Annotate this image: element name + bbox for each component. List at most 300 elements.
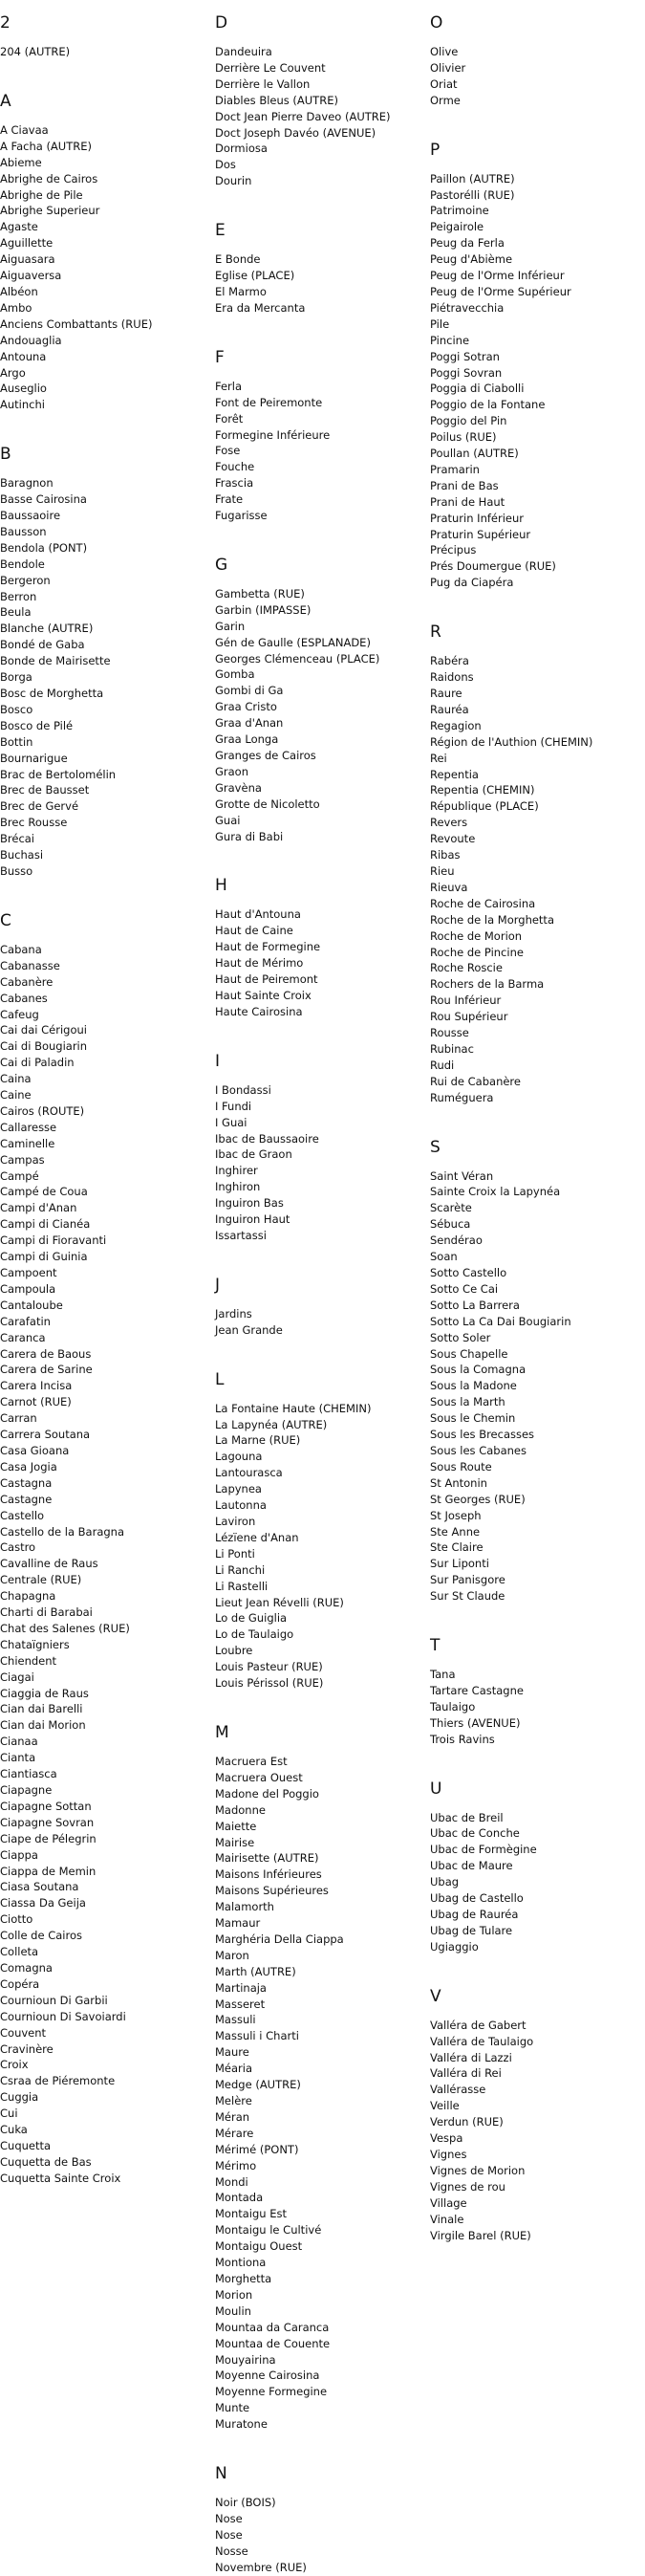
place-link[interactable]: Inguiron Bas bbox=[215, 1196, 284, 1211]
place-link[interactable]: Rabéra bbox=[430, 654, 469, 668]
place-link[interactable]: Vignes de rou bbox=[430, 2179, 505, 2194]
place-link[interactable]: Raure bbox=[430, 687, 462, 700]
place-link[interactable]: Praturin Inférieur bbox=[430, 511, 524, 525]
place-link[interactable]: Cavalline de Raus bbox=[0, 1557, 98, 1571]
place-link[interactable]: Sotto Ce Cai bbox=[430, 1281, 499, 1296]
place-link[interactable]: Macruera Est bbox=[215, 1754, 288, 1768]
place-link[interactable]: Poggi Sotran bbox=[430, 349, 500, 363]
place-link[interactable]: Cuggia bbox=[0, 2090, 39, 2105]
place-link[interactable]: Pincine bbox=[430, 333, 470, 347]
place-link[interactable]: Morghetta bbox=[215, 2271, 272, 2285]
place-link[interactable]: Sur Panisgore bbox=[430, 1573, 505, 1587]
place-link[interactable]: Era da Mercanta bbox=[215, 300, 306, 315]
place-link[interactable]: Madone del Poggio bbox=[215, 1786, 319, 1801]
place-link[interactable]: El Marmo bbox=[215, 284, 267, 298]
place-link[interactable]: Caranca bbox=[0, 1330, 46, 1344]
place-link[interactable]: Caina bbox=[0, 1072, 32, 1086]
place-link[interactable]: Cui bbox=[0, 2107, 18, 2121]
place-link[interactable]: Fose bbox=[215, 444, 241, 458]
place-link[interactable]: Poggio de la Fontane bbox=[430, 398, 546, 412]
place-link[interactable]: Borga bbox=[0, 670, 32, 685]
place-link[interactable]: Marghéria Della Ciappa bbox=[215, 1932, 344, 1946]
place-link[interactable]: Auseglio bbox=[0, 382, 47, 396]
place-link[interactable]: Peug d'Abième bbox=[430, 252, 513, 267]
place-link[interactable]: Cournioun Di Garbii bbox=[0, 1993, 108, 2007]
place-link[interactable]: Madonne bbox=[215, 1802, 266, 1817]
place-link[interactable]: Cian dai Barelli bbox=[0, 1702, 83, 1716]
place-link[interactable]: Caine bbox=[0, 1088, 32, 1102]
place-link[interactable]: Forêt bbox=[215, 411, 244, 426]
place-link[interactable]: Pastorélli (RUE) bbox=[430, 187, 515, 202]
place-link[interactable]: Gravèna bbox=[215, 780, 262, 795]
place-link[interactable]: Campi di Fioravanti bbox=[0, 1233, 107, 1248]
place-link[interactable]: Castello bbox=[0, 1508, 45, 1522]
place-link[interactable]: Sur St Claude bbox=[430, 1589, 505, 1604]
place-link[interactable]: Li Rastelli bbox=[215, 1579, 269, 1593]
place-link[interactable]: Gambetta (RUE) bbox=[215, 586, 305, 600]
place-link[interactable]: Ste Anne bbox=[430, 1524, 481, 1539]
place-link[interactable]: Haut d'Antouna bbox=[215, 907, 301, 922]
place-link[interactable]: Eglise (PLACE) bbox=[215, 269, 295, 283]
place-link[interactable]: Charti di Barabai bbox=[0, 1605, 93, 1620]
place-link[interactable]: Fouche bbox=[215, 460, 255, 474]
place-link[interactable]: Ibac de Baussaoire bbox=[215, 1131, 319, 1146]
place-link[interactable]: Rubinac bbox=[430, 1041, 474, 1056]
place-link[interactable]: Masseret bbox=[215, 1997, 266, 2011]
place-link[interactable]: Sotto La Barrera bbox=[430, 1298, 520, 1312]
place-link[interactable]: Précipus bbox=[430, 543, 477, 557]
place-link[interactable]: Campé de Coua bbox=[0, 1185, 88, 1199]
place-link[interactable]: Abrighe Superieur bbox=[0, 204, 100, 218]
place-link[interactable]: Ciapagne bbox=[0, 1783, 53, 1797]
place-link[interactable]: Bosc de Morghetta bbox=[0, 687, 104, 700]
place-link[interactable]: Moyenne Cairosina bbox=[215, 2369, 320, 2383]
place-link[interactable]: Taulaigo bbox=[430, 1699, 476, 1714]
place-link[interactable]: Massuli bbox=[215, 2013, 256, 2027]
place-link[interactable]: Ambo bbox=[0, 300, 32, 315]
place-link[interactable]: Aiguasara bbox=[0, 252, 55, 267]
place-link[interactable]: Vespa bbox=[430, 2131, 463, 2146]
place-link[interactable]: Bournarigue bbox=[0, 751, 68, 765]
place-link[interactable]: Rochers de la Barma bbox=[430, 977, 545, 992]
place-link[interactable]: Cianaa bbox=[0, 1735, 38, 1749]
place-link[interactable]: Andouaglia bbox=[0, 333, 62, 347]
place-link[interactable]: Copéra bbox=[0, 1976, 40, 1991]
place-link[interactable]: Rauréa bbox=[430, 702, 469, 716]
place-link[interactable]: Ciaggia de Raus bbox=[0, 1686, 89, 1700]
place-link[interactable]: Rieuva bbox=[430, 880, 468, 894]
place-link[interactable]: République (PLACE) bbox=[430, 799, 539, 814]
place-link[interactable]: Orme bbox=[430, 93, 461, 107]
place-link[interactable]: Haut de Mérimo bbox=[215, 956, 304, 971]
place-link[interactable]: Ciape de Pélegrin bbox=[0, 1831, 97, 1845]
place-link[interactable]: Roche de Cairosina bbox=[430, 896, 536, 910]
place-link[interactable]: Ruméguera bbox=[430, 1090, 494, 1104]
place-link[interactable]: Ribas bbox=[430, 848, 461, 862]
place-link[interactable]: Rousse bbox=[430, 1026, 469, 1040]
place-link[interactable]: Peug da Ferla bbox=[430, 236, 505, 251]
place-link[interactable]: Sainte Croix la Lapynéa bbox=[430, 1185, 561, 1199]
place-link[interactable]: Sous Route bbox=[430, 1459, 492, 1474]
place-link[interactable]: Pramarin bbox=[430, 462, 480, 476]
place-link[interactable]: Cuquetta de Bas bbox=[0, 2154, 92, 2169]
place-link[interactable]: Cai di Bougiarin bbox=[0, 1039, 88, 1054]
place-link[interactable]: Martinaja bbox=[215, 1980, 267, 1995]
place-link[interactable]: Rudi bbox=[430, 1058, 455, 1072]
place-link[interactable]: Olive bbox=[430, 45, 459, 58]
place-link[interactable]: Lagouna bbox=[215, 1450, 263, 1464]
place-link[interactable]: Jean Grande bbox=[215, 1322, 283, 1337]
place-link[interactable]: Ciantiasca bbox=[0, 1767, 57, 1781]
place-link[interactable]: Garbin (IMPASSE) bbox=[215, 602, 312, 617]
place-link[interactable]: Diables Bleus (AUTRE) bbox=[215, 93, 338, 107]
place-link[interactable]: Garin bbox=[215, 619, 246, 633]
place-link[interactable]: Graa Longa bbox=[215, 732, 279, 747]
place-link[interactable]: Ferla bbox=[215, 379, 243, 393]
place-link[interactable]: Mountaa de Couente bbox=[215, 2336, 331, 2350]
place-link[interactable]: Carafatin bbox=[0, 1314, 51, 1328]
place-link[interactable]: Repentia (CHEMIN) bbox=[430, 783, 535, 797]
place-link[interactable]: Virgile Barel (RUE) bbox=[430, 2228, 531, 2242]
place-link[interactable]: Massuli i Charti bbox=[215, 2029, 299, 2043]
place-link[interactable]: Jardins bbox=[215, 1306, 252, 1321]
place-link[interactable]: St Joseph bbox=[430, 1508, 482, 1522]
place-link[interactable]: Frascia bbox=[215, 476, 254, 491]
place-link[interactable]: Frate bbox=[215, 492, 244, 507]
place-link[interactable]: Cravinère bbox=[0, 2041, 54, 2056]
place-link[interactable]: Csraa de Piéremonte bbox=[0, 2074, 116, 2088]
place-link[interactable]: Carera de Sarine bbox=[0, 1363, 93, 1377]
place-link[interactable]: Cai dai Cérigoui bbox=[0, 1023, 87, 1037]
place-link[interactable]: Valléra di Rei bbox=[430, 2066, 502, 2081]
place-link[interactable]: Montaigu le Cultivé bbox=[215, 2223, 322, 2238]
place-link[interactable]: Macruera Ouest bbox=[215, 1770, 303, 1784]
place-link[interactable]: St Georges (RUE) bbox=[430, 1492, 526, 1506]
place-link[interactable]: Buchasi bbox=[0, 848, 44, 862]
place-link[interactable]: Ciotto bbox=[0, 1912, 33, 1927]
place-link[interactable]: Pile bbox=[430, 317, 450, 331]
place-link[interactable]: Rui de Cabanère bbox=[430, 1074, 521, 1088]
place-link[interactable]: Brac de Bertolomélin bbox=[0, 767, 117, 781]
place-link[interactable]: Colleta bbox=[0, 1945, 39, 1959]
place-link[interactable]: Derrière le Vallon bbox=[215, 76, 311, 91]
place-link[interactable]: Lautonna bbox=[215, 1498, 267, 1513]
place-link[interactable]: Poullan (AUTRE) bbox=[430, 447, 519, 461]
place-link[interactable]: Maiette bbox=[215, 1819, 257, 1833]
place-link[interactable]: I Fundi bbox=[215, 1099, 252, 1113]
place-link[interactable]: Cuka bbox=[0, 2123, 28, 2137]
place-link[interactable]: Graon bbox=[215, 764, 249, 778]
place-link[interactable]: Couvent bbox=[0, 2025, 47, 2040]
place-link[interactable]: Chiendent bbox=[0, 1653, 57, 1668]
place-link[interactable]: Baussaoire bbox=[0, 509, 61, 523]
place-link[interactable]: Tana bbox=[430, 1668, 456, 1682]
place-link[interactable]: Mondi bbox=[215, 2174, 248, 2189]
place-link[interactable]: Munte bbox=[215, 2401, 250, 2415]
place-link[interactable]: Valléra di Lazzi bbox=[430, 2050, 512, 2064]
place-link[interactable]: Carran bbox=[0, 1411, 37, 1426]
place-link[interactable]: Sendérao bbox=[430, 1233, 483, 1248]
place-link[interactable]: Font de Peiremonte bbox=[215, 395, 323, 409]
place-link[interactable]: Trois Ravins bbox=[430, 1732, 495, 1746]
place-link[interactable]: Mérimo bbox=[215, 2158, 257, 2172]
place-link[interactable]: Li Ranchi bbox=[215, 1562, 266, 1577]
place-link[interactable]: Sous la Comagna bbox=[430, 1363, 527, 1377]
place-link[interactable]: Berron bbox=[0, 589, 37, 603]
place-link[interactable]: Novembre (RUE) bbox=[215, 2560, 307, 2574]
place-link[interactable]: Doct Joseph Davéo (AVENUE) bbox=[215, 125, 376, 140]
place-link[interactable]: Cantaloube bbox=[0, 1298, 63, 1312]
place-link[interactable]: Ubac de Breil bbox=[430, 1810, 504, 1824]
place-link[interactable]: Melère bbox=[215, 2094, 252, 2107]
place-link[interactable]: Autinchi bbox=[0, 398, 45, 412]
place-link[interactable]: Maron bbox=[215, 1948, 249, 1962]
place-link[interactable]: Dos bbox=[215, 158, 236, 172]
place-link[interactable]: Région de l'Authion (CHEMIN) bbox=[430, 734, 593, 749]
place-link[interactable]: Cafeug bbox=[0, 1007, 39, 1021]
place-link[interactable]: Piétravecchia bbox=[430, 300, 505, 315]
place-link[interactable]: Moyenne Formegine bbox=[215, 2385, 328, 2399]
place-link[interactable]: Cian dai Morion bbox=[0, 1718, 86, 1733]
place-link[interactable]: Issartassi bbox=[215, 1228, 267, 1242]
place-link[interactable]: Vallérasse bbox=[430, 2083, 486, 2097]
place-link[interactable]: E Bonde bbox=[215, 252, 261, 267]
place-link[interactable]: Tartare Castagne bbox=[430, 1683, 524, 1697]
place-link[interactable]: Brec de Bausset bbox=[0, 783, 90, 797]
place-link[interactable]: Chataïgniers bbox=[0, 1637, 70, 1651]
place-link[interactable]: Ste Claire bbox=[430, 1540, 484, 1555]
place-link[interactable]: Brécai bbox=[0, 832, 35, 846]
place-link[interactable]: Ugiaggio bbox=[430, 1939, 479, 1954]
place-link[interactable]: Callaresse bbox=[0, 1120, 57, 1134]
place-link[interactable]: Sous la Madone bbox=[430, 1379, 517, 1393]
place-link[interactable]: Bausson bbox=[0, 524, 47, 538]
place-link[interactable]: Revers bbox=[430, 816, 468, 830]
place-link[interactable]: Lantourasca bbox=[215, 1466, 283, 1480]
place-link[interactable]: Malamorth bbox=[215, 1900, 274, 1914]
place-link[interactable]: Ciasa Soutana bbox=[0, 1880, 79, 1894]
place-link[interactable]: Ciassa Da Geija bbox=[0, 1896, 86, 1910]
place-link[interactable]: Valléra de Gabert bbox=[430, 2018, 527, 2032]
place-link[interactable]: Pug da Ciapéra bbox=[430, 576, 514, 590]
place-link[interactable]: Baragnon bbox=[0, 476, 54, 491]
place-link[interactable]: Peug de l'Orme Supérieur bbox=[430, 284, 571, 298]
place-link[interactable]: Casa Jogia bbox=[0, 1459, 57, 1474]
place-link[interactable]: Poilus (RUE) bbox=[430, 430, 497, 445]
place-link[interactable]: Croix bbox=[0, 2058, 29, 2072]
place-link[interactable]: Beula bbox=[0, 605, 32, 620]
place-link[interactable]: Cabanes bbox=[0, 991, 48, 1005]
place-link[interactable]: Sotto La Ca Dai Bougiarin bbox=[430, 1314, 571, 1328]
place-link[interactable]: Peigairole bbox=[430, 220, 484, 234]
place-link[interactable]: Village bbox=[430, 2195, 467, 2210]
place-link[interactable]: Medge (AUTRE) bbox=[215, 2078, 301, 2092]
place-link[interactable]: Maisons Inférieures bbox=[215, 1867, 322, 1882]
place-link[interactable]: Vignes bbox=[430, 2147, 467, 2161]
place-link[interactable]: Raidons bbox=[430, 670, 474, 685]
place-link[interactable]: Grotte de Nicoletto bbox=[215, 797, 320, 811]
place-link[interactable]: Ubag de Castello bbox=[430, 1891, 524, 1906]
place-link[interactable]: Guai bbox=[215, 813, 241, 827]
place-link[interactable]: Granges de Cairos bbox=[215, 749, 316, 762]
place-link[interactable]: Revoute bbox=[430, 832, 476, 846]
place-link[interactable]: Ubag de Tulare bbox=[430, 1923, 513, 1937]
place-link[interactable]: Caminelle bbox=[0, 1136, 55, 1150]
place-link[interactable]: Brec de Gervé bbox=[0, 799, 79, 814]
place-link[interactable]: Busso bbox=[0, 863, 33, 878]
place-link[interactable]: Argo bbox=[0, 365, 26, 380]
place-link[interactable]: Haut de Caine bbox=[215, 924, 293, 938]
place-link[interactable]: Carnot (RUE) bbox=[0, 1395, 72, 1409]
place-link[interactable]: Lieut Jean Révelli (RUE) bbox=[215, 1595, 344, 1609]
place-link[interactable]: Ubag de Rauréa bbox=[430, 1908, 519, 1921]
place-link[interactable]: Montiona bbox=[215, 2256, 267, 2270]
place-link[interactable]: Roche de Pincine bbox=[430, 945, 524, 959]
place-link[interactable]: Montada bbox=[215, 2191, 264, 2205]
place-link[interactable]: Rou Inférieur bbox=[430, 993, 502, 1008]
place-link[interactable]: Ibac de Graon bbox=[215, 1147, 292, 1162]
place-link[interactable]: Regagion bbox=[430, 718, 482, 732]
place-link[interactable]: Basse Cairosina bbox=[0, 492, 87, 507]
place-link[interactable]: Montaigu Est bbox=[215, 2207, 288, 2221]
place-link[interactable]: Vignes de Morion bbox=[430, 2163, 526, 2177]
place-link[interactable]: Roche Roscie bbox=[430, 961, 503, 975]
place-link[interactable]: Carera Incisa bbox=[0, 1379, 73, 1393]
place-link[interactable]: Albéon bbox=[0, 284, 38, 298]
place-link[interactable]: Cianta bbox=[0, 1751, 36, 1765]
place-link[interactable]: Gombi di Ga bbox=[215, 684, 284, 698]
place-link[interactable]: Gura di Babi bbox=[215, 829, 284, 843]
place-link[interactable]: I Bondassi bbox=[215, 1082, 271, 1097]
place-link[interactable]: Aiguaversa bbox=[0, 269, 62, 283]
place-link[interactable]: Campi d'Anan bbox=[0, 1201, 77, 1215]
place-link[interactable]: Formegine Inférieure bbox=[215, 427, 331, 442]
place-link[interactable]: Cabanère bbox=[0, 974, 54, 989]
place-link[interactable]: Ubag bbox=[430, 1875, 460, 1889]
place-link[interactable]: Méran bbox=[215, 2109, 250, 2124]
place-link[interactable]: Ciapagne Sovran bbox=[0, 1815, 95, 1829]
place-link[interactable]: Georges Clémenceau (PLACE) bbox=[215, 651, 380, 666]
place-link[interactable]: Peug de l'Orme Inférieur bbox=[430, 269, 565, 283]
place-link[interactable]: Ubac de Maure bbox=[430, 1859, 513, 1873]
place-link[interactable]: Abrighe de Cairos bbox=[0, 171, 98, 186]
place-link[interactable]: Ciagai bbox=[0, 1670, 34, 1684]
place-link[interactable]: Louis Pasteur (RUE) bbox=[215, 1660, 323, 1674]
place-link[interactable]: Sébuca bbox=[430, 1217, 471, 1232]
place-link[interactable]: Praturin Supérieur bbox=[430, 527, 531, 541]
place-link[interactable]: Campé bbox=[0, 1168, 39, 1183]
place-link[interactable]: Maisons Supérieures bbox=[215, 1884, 329, 1898]
place-link[interactable]: Paillon (AUTRE) bbox=[430, 171, 515, 186]
place-link[interactable]: Gomba bbox=[215, 667, 255, 682]
place-link[interactable]: Campoula bbox=[0, 1281, 56, 1296]
place-link[interactable]: Morion bbox=[215, 2287, 253, 2302]
place-link[interactable]: Bottin bbox=[0, 734, 33, 749]
place-link[interactable]: Loubre bbox=[215, 1644, 253, 1658]
place-link[interactable]: Graa Cristo bbox=[215, 700, 277, 714]
place-link[interactable]: Blanche (AUTRE) bbox=[0, 622, 94, 636]
place-link[interactable]: A Ciavaa bbox=[0, 122, 49, 137]
place-link[interactable]: Colle de Cairos bbox=[0, 1929, 82, 1943]
place-link[interactable]: Cairos (ROUTE) bbox=[0, 1103, 85, 1118]
place-link[interactable]: Valléra de Taulaigo bbox=[430, 2034, 534, 2048]
place-link[interactable]: Sous Chapelle bbox=[430, 1346, 508, 1361]
place-link[interactable]: Maure bbox=[215, 2045, 249, 2060]
place-link[interactable]: Poggia di Ciabolli bbox=[430, 382, 525, 396]
place-link[interactable]: Carrera Soutana bbox=[0, 1428, 91, 1442]
place-link[interactable]: Abrighe de Pile bbox=[0, 187, 83, 202]
place-link[interactable]: Haut de Formegine bbox=[215, 940, 321, 954]
place-link[interactable]: Ubac de Conche bbox=[430, 1826, 520, 1841]
place-link[interactable]: Ubac de Formègine bbox=[430, 1843, 537, 1857]
place-link[interactable]: Moulin bbox=[215, 2303, 251, 2318]
place-link[interactable]: Sur Liponti bbox=[430, 1557, 489, 1571]
place-link[interactable]: Verdun (RUE) bbox=[430, 2115, 504, 2129]
place-link[interactable]: Castello de la Baragna bbox=[0, 1524, 125, 1539]
place-link[interactable]: Abieme bbox=[0, 155, 42, 169]
place-link[interactable]: Lézïene d'Anan bbox=[215, 1530, 299, 1544]
place-link[interactable]: Anciens Combattants (RUE) bbox=[0, 317, 153, 331]
place-link[interactable]: Scarète bbox=[430, 1201, 472, 1215]
place-link[interactable]: Li Ponti bbox=[215, 1546, 255, 1561]
place-link[interactable]: Comagna bbox=[0, 1960, 53, 1975]
place-link[interactable]: Ciapagne Sottan bbox=[0, 1799, 92, 1813]
place-link[interactable]: Noir (BOIS) bbox=[215, 2496, 276, 2510]
place-link[interactable]: Lo de Guiglia bbox=[215, 1611, 288, 1626]
place-link[interactable]: Cabana bbox=[0, 942, 42, 956]
place-link[interactable]: Rei bbox=[430, 751, 447, 765]
place-link[interactable]: Prani de Haut bbox=[430, 494, 505, 509]
place-link[interactable]: Brec Rousse bbox=[0, 816, 68, 830]
place-link[interactable]: Rou Supérieur bbox=[430, 1010, 508, 1024]
place-link[interactable]: A Facha (AUTRE) bbox=[0, 139, 92, 153]
place-link[interactable]: St Antonin bbox=[430, 1475, 487, 1490]
place-link[interactable]: Poggi Sovran bbox=[430, 365, 503, 380]
place-link[interactable]: Muratone bbox=[215, 2417, 268, 2432]
place-link[interactable]: Antouna bbox=[0, 349, 47, 363]
place-link[interactable]: Dandeuira bbox=[215, 45, 272, 58]
place-link[interactable]: Lapynea bbox=[215, 1482, 262, 1496]
place-link[interactable]: Montaigu Ouest bbox=[215, 2239, 303, 2254]
place-link[interactable]: La Marne (RUE) bbox=[215, 1433, 301, 1448]
place-link[interactable]: Bosco de Pilé bbox=[0, 718, 74, 732]
place-link[interactable]: Castro bbox=[0, 1540, 36, 1555]
place-link[interactable]: Vinale bbox=[430, 2212, 464, 2226]
place-link[interactable]: Bergeron bbox=[0, 573, 51, 587]
place-link[interactable]: Nosse bbox=[215, 2543, 248, 2558]
place-link[interactable]: Laviron bbox=[215, 1515, 256, 1528]
place-link[interactable]: La Fontaine Haute (CHEMIN) bbox=[215, 1401, 372, 1415]
place-link[interactable]: Mairise bbox=[215, 1835, 255, 1849]
place-link[interactable]: Campas bbox=[0, 1152, 45, 1167]
place-link[interactable]: Cabanasse bbox=[0, 958, 60, 972]
place-link[interactable]: Campi di Guinia bbox=[0, 1250, 88, 1264]
place-link[interactable]: Inghirer bbox=[215, 1164, 258, 1178]
place-link[interactable]: Marth (AUTRE) bbox=[215, 1964, 296, 1978]
place-link[interactable]: Mérimé (PONT) bbox=[215, 2142, 299, 2156]
place-link[interactable]: Aguillette bbox=[0, 236, 54, 251]
place-link[interactable]: Bosco bbox=[0, 702, 33, 716]
place-link[interactable]: Sous le Chemin bbox=[430, 1411, 516, 1426]
place-link[interactable]: Repentia bbox=[430, 767, 479, 781]
place-link[interactable]: 204 (AUTRE) bbox=[0, 45, 71, 58]
place-link[interactable]: Roche de Morion bbox=[430, 928, 523, 943]
place-link[interactable]: Chapagna bbox=[0, 1589, 56, 1604]
place-link[interactable]: Haute Cairosina bbox=[215, 1004, 303, 1018]
place-link[interactable]: Dormiosa bbox=[215, 142, 268, 156]
place-link[interactable]: Nose bbox=[215, 2527, 243, 2542]
place-link[interactable]: Cuquetta bbox=[0, 2138, 52, 2152]
